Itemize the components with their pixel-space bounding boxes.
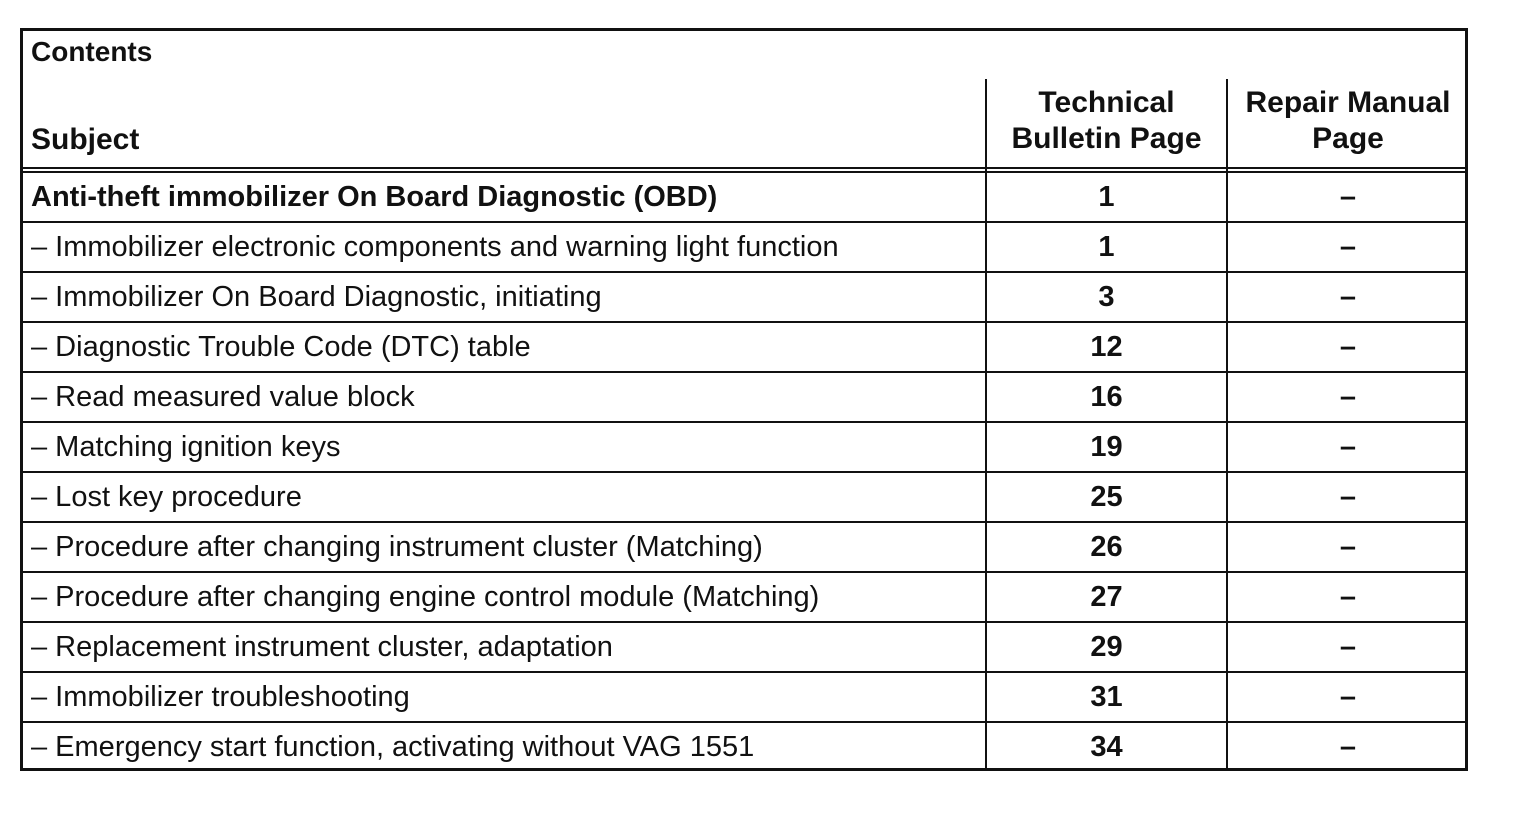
row-repair-manual-page: – — [1339, 181, 1357, 213]
row-repair-manual-page: – — [1339, 431, 1357, 463]
header-technical-bulletin-page: Technical Bulletin Page — [1011, 86, 1202, 155]
table-row — [23, 323, 1465, 373]
row-repair-manual-page: – — [1339, 281, 1357, 313]
table-row — [23, 473, 1465, 523]
row-repair-manual-page: – — [1339, 531, 1357, 563]
row-subject: – Procedure after changing instrument cluster (Matching) — [31, 531, 763, 563]
row-technical-bulletin-page: 26 — [1090, 531, 1123, 563]
row-repair-manual-page: – — [1339, 731, 1357, 763]
row-technical-bulletin-page: 16 — [1090, 381, 1123, 413]
header-subject: Subject — [31, 123, 140, 156]
header-repair-manual-page: Repair Manual Page — [1245, 86, 1451, 155]
table-row — [23, 373, 1465, 423]
row-subject: – Immobilizer On Board Diagnostic, initiating — [31, 281, 602, 313]
contents-table — [20, 28, 1468, 771]
row-technical-bulletin-page: 12 — [1090, 331, 1123, 363]
table-row — [23, 223, 1465, 273]
table-row — [23, 523, 1465, 573]
row-technical-bulletin-page: 19 — [1090, 431, 1123, 463]
row-repair-manual-page: – — [1339, 681, 1357, 713]
row-subject: – Diagnostic Trouble Code (DTC) table — [31, 331, 531, 363]
row-technical-bulletin-page: 25 — [1090, 481, 1123, 513]
row-repair-manual-page: – — [1339, 381, 1357, 413]
row-subject: – Emergency start function, activating without VAG 1551 — [31, 731, 755, 763]
row-technical-bulletin-page: 29 — [1090, 631, 1123, 663]
table-row — [23, 273, 1465, 323]
row-technical-bulletin-page: 3 — [1098, 281, 1115, 313]
row-technical-bulletin-page: 1 — [1098, 231, 1115, 263]
row-repair-manual-page: – — [1339, 331, 1357, 363]
row-subject: – Replacement instrument cluster, adaptation — [31, 631, 613, 663]
row-repair-manual-page: – — [1339, 231, 1357, 263]
row-technical-bulletin-page: 34 — [1090, 731, 1123, 763]
table-row — [23, 573, 1465, 623]
table-row — [23, 423, 1465, 473]
row-technical-bulletin-page: 1 — [1098, 181, 1115, 213]
row-subject: Anti-theft immobilizer On Board Diagnostic (OBD) — [31, 181, 718, 213]
table-row — [23, 723, 1465, 771]
row-repair-manual-page: – — [1339, 481, 1357, 513]
row-subject: – Procedure after changing engine control module (Matching) — [31, 581, 820, 613]
table-row — [23, 623, 1465, 673]
row-subject: – Immobilizer electronic components and warning light function — [31, 231, 839, 263]
table-body — [23, 173, 1465, 771]
row-subject: – Lost key procedure — [31, 481, 302, 513]
row-subject: – Immobilizer troubleshooting — [31, 681, 410, 713]
row-subject: – Read measured value block — [31, 381, 415, 413]
table-row — [23, 173, 1465, 223]
row-technical-bulletin-page: 27 — [1090, 581, 1123, 613]
row-repair-manual-page: – — [1339, 631, 1357, 663]
table-row — [23, 673, 1465, 723]
row-repair-manual-page: – — [1339, 581, 1357, 613]
table-title: Contents — [31, 36, 153, 67]
row-subject: – Matching ignition keys — [31, 431, 341, 463]
row-technical-bulletin-page: 31 — [1090, 681, 1123, 713]
